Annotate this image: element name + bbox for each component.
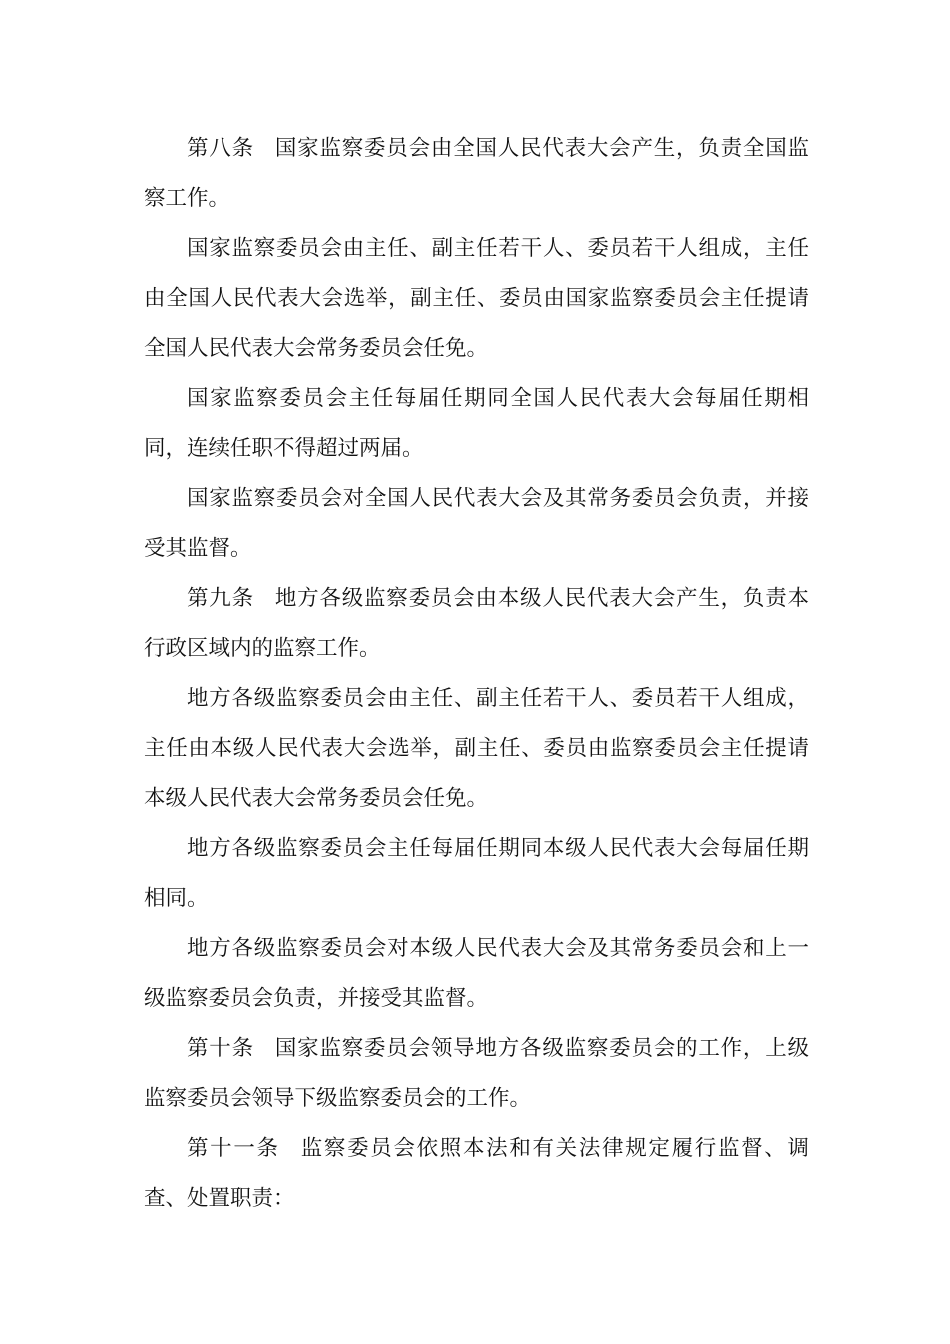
paragraph-text: 地方各级监察委员会对本级人民代表大会及其常务委员会和上一级监察委员会负责，并接受其监督。 [144, 936, 809, 1011]
paragraph-text: 地方各级监察委员会由主任、副主任若干人、委员若干人组成，主任由本级人民代表大会选举，副主任、委员由监察委员会主任提请本级人民代表大会常务委员会任免。 [144, 686, 809, 811]
paragraph-text: 国家监察委员会对全国人民代表大会及其常务委员会负责，并接受其监督。 [144, 486, 809, 561]
article-8-clause-2 [144, 224, 809, 374]
paragraph-text: 地方各级监察委员会由本级人民代表大会产生，负责本行政区域内的监察工作。 [144, 586, 809, 661]
paragraph-text: 国家监察委员会领导地方各级监察委员会的工作，上级监察委员会领导下级监察委员会的工作。 [144, 1036, 809, 1111]
article-number: 第十条 [187, 1036, 254, 1061]
article-number: 第八条 [187, 136, 254, 161]
paragraph-text: 地方各级监察委员会主任每届任期同本级人民代表大会每届任期相同。 [144, 836, 809, 911]
article-9-paragraph [144, 574, 809, 674]
article-9-clause-4 [144, 924, 809, 1024]
paragraph-text: 国家监察委员会由主任、副主任若干人、委员若干人组成，主任由全国人民代表大会选举，副主任、委员由国家监察委员会主任提请全国人民代表大会常务委员会任免。 [144, 236, 809, 361]
article-9-clause-3 [144, 824, 809, 924]
article-8-paragraph [144, 124, 809, 224]
article-number: 第十一条 [187, 1136, 280, 1161]
article-8-clause-3 [144, 374, 809, 474]
article-11-paragraph [144, 1124, 809, 1224]
paragraph-text: 国家监察委员会由全国人民代表大会产生，负责全国监察工作。 [144, 136, 809, 211]
article-10-paragraph [144, 1024, 809, 1124]
article-number: 第九条 [187, 586, 254, 611]
paragraph-text: 监察委员会依照本法和有关法律规定履行监督、调查、处置职责： [144, 1136, 809, 1211]
document-body [144, 124, 809, 1224]
article-9-clause-2 [144, 674, 809, 824]
paragraph-text: 国家监察委员会主任每届任期同全国人民代表大会每届任期相同，连续任职不得超过两届。 [144, 386, 809, 461]
article-8-clause-4 [144, 474, 809, 574]
